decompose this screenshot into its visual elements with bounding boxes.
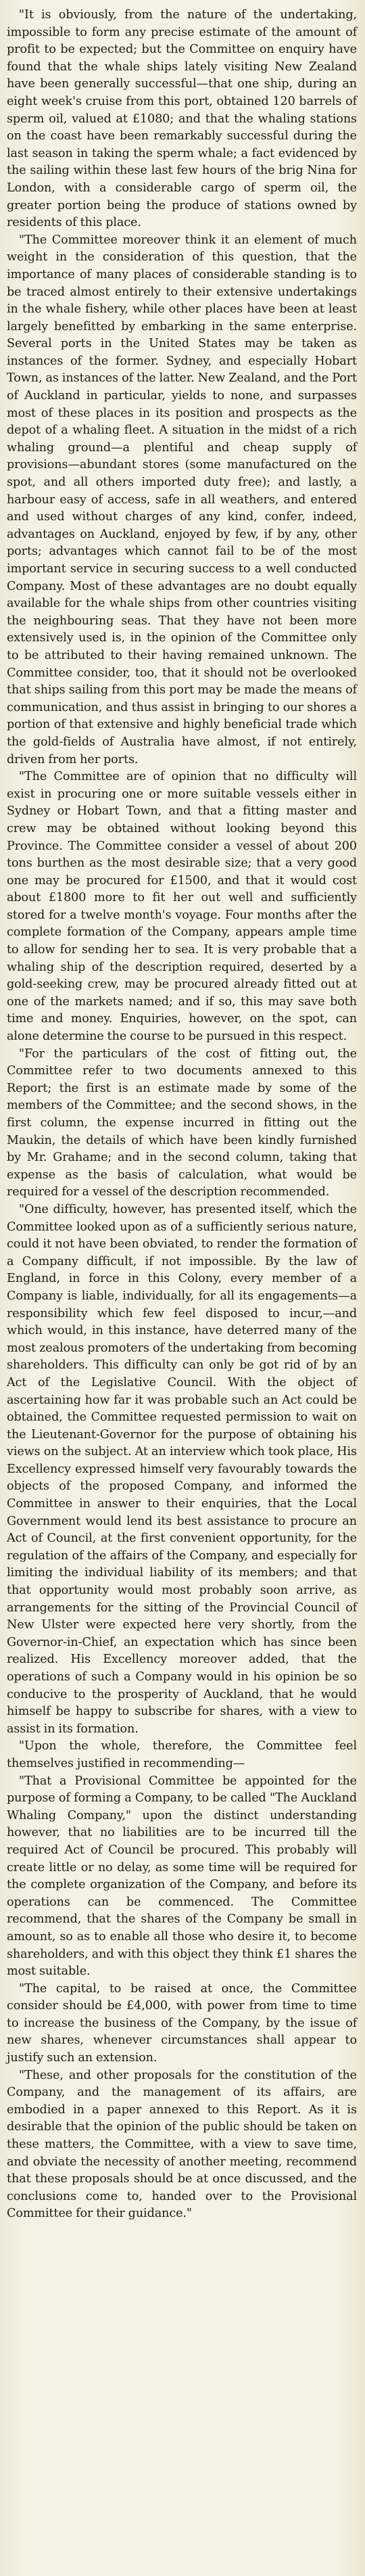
paragraph-auckland-advantages: "The Committee moreover think it an element of much weight in the consideration of this question, that the importance of many places of considerable standing is to be traced almost entirely to their extensive undertakings in the whale fishery, while other places have been at least largely benefitted by embarking in the same enterprise. Several ports in the United States may be taken as instances of the former. Sydney, and especially Hobart Town, as instances of the latter. New Zealand, and the Port of Auckland in particular, yields to none, and surpasses most of these places in its position and prospects as the depot of a whaling fleet. A situation in the midst of a rich whaling ground—a plentiful and cheap supply of provisions—abundant stores (some manufactured on the spot, and all others imported duty free); and lastly, a harbour easy of access, safe in all weathers, and entered and used without charges of any kind, confer, indeed, advantages on Auckland, enjoyed by few, if by any, other ports; advantages which cannot fail to be of the most important service in securing success to a well conducted Company. Most of these advantages are no doubt equally available for the whale ships from other countries visiting the neighbouring seas. That they have not been more extensively used is, in the opinion of the Committee only to be attributed to their having remained unknown. The Committee consider, too, that it should not be overlooked that ships sailing from this port may be made the means of communication, and thus assist in bringing to our shores a portion of that extensive and highly beneficial trade which the gold-fields of Australia have almost, if not entirely, driven from her ports.: [7, 233, 357, 766]
paragraph-fitting-out-cost: "For the particulars of the cost of fitting out, the Committee refer to two documents annexed to this Report; the first is an estimate made by some of the members of the Committee; and the second shows, in the first column, the expense incurred in fitting out the Maukin, the details of which have been kindly furnished by Mr. Grahame; and in the second column, taking that expense as the basis of calculation, what would be required for a vessel of the description recommended.: [7, 1046, 357, 1199]
paragraph-capital: "The capital, to be raised at once, the Committee consider should be £4,000, with power from time to time to increase the business of the Company, by the issue of new shares, whenever circumstances shall appear to justify such an extension.: [7, 1981, 357, 2065]
paragraph-vessel-procurement: "The Committee are of opinion that no difficulty will exist in procuring one or more suitable vessels either in Sydney or Hobart Town, and that a fitting master and crew may be obtained without looking beyond this Province. The Committee consider a vessel of about 200 tons burthen as the most desirable size; that a very good one may be procured for £1500, and that it would cost about £1800 more to fit her out well and sufficiently stored for a twelve month's voyage. Four months after the complete formation of the Company, appears ample time to allow for sending her to sea. It is very probable that a whaling ship of the description required, deserted by a gold-seeking crew, may be procured already fitted out at one of the markets named; and if so, this may save both time and money. Enquiries, however, on the spot, can alone determine the course to be pursued in this respect.: [7, 770, 357, 1044]
paragraph-proposals: "These, and other proposals for the constitution of the Company, and the management of its affairs, are embodied in a paper annexed to this Report. As it is desirable that the opinion of the public should be taken on these matters, the Committee, with a view to save time, and obviate the necessity of another meeting, recommend that these proposals should be at once discussed, and the conclusions come to, handed over to the Provisional Committee for their guidance.": [7, 2068, 357, 2221]
paragraph-whaling-profit: "It is obviously, from the nature of the undertaking, impossible to form any precise estimate of the amount of profit to be expected; but the Committee on enquiry have found that the whale ships lately visiting New Zealand have been generally successful—that one ship, during an eight week's cruise from this port, obtained 120 barrels of sperm oil, valued at £1080; and that the whaling stations on the coast have been remarkably successful during the last season in taking the sperm whale; a fact evidenced by the sailing within these last few hours of the brig Nina for London, with a considerable cargo of sperm oil, the greater portion being the produce of stations owned by residents of this place.: [7, 8, 357, 230]
paragraph-liability-difficulty: "One difficulty, however, has presented itself, which the Committee looked upon as of a sufficiently serious nature, could it not have been obviated, to render the formation of a Company difficult, if not impossible. By the law of England, in force in this Colony, every member of a Company is liable, individually, for all its engagements—a responsibility which few feel disposed to incur,—and which would, in this instance, have deterred many of the most zealous promoters of the undertaking from becoming shareholders. This difficulty can only be got rid of by an Act of the Legislative Council. With the object of ascertaining how far it was probable such an Act could be obtained, the Committee requested permission to wait on the Lieutenant-Governor for the purpose of obtaining his views on the subject. At an interview which took place, His Excellency expressed himself very favourably towards the objects of the proposed Company, and informed the Committee in answer to their enquiries, that the Local Government would lend its best assistance to procure an Act of Council, at the first convenient opportunity, for the regulation of the affairs of the Company, and especially for limiting the individual liability of its members; and that that opportunity would most probably soon arrive, as arrangements for the sitting of the Provincial Council of New Ulster were expected here very shortly, from the Governor-in-Chief, an expectation which has since been realized. His Excellency moreover added, that the operations of such a Company would in his opinion be so conducive to the prosperity of Auckland, that he would himself be happy to subscribe for shares, with a view to assist in its formation.: [7, 1202, 357, 1736]
paragraph-recommending: "Upon the whole, therefore, the Committee feel themselves justified in recommending—: [7, 1739, 357, 1770]
paragraph-provisional-committee: "That a Provisional Committee be appointed for the purpose of forming a Company, to be called "The Auckland Whaling Company," upon the distinct understanding however, that no liabilities are to be incurred till the required Act of Council be procured. This probably will create little or no delay, as some time will be required for the complete organization of the Company, and before its operations can be commenced. The Committee recommend, that the shares of the Company be small in amount, so as to enable all those who desire it, to become shareholders, and with this object they think £1 shares the most suitable.: [7, 1774, 357, 1979]
